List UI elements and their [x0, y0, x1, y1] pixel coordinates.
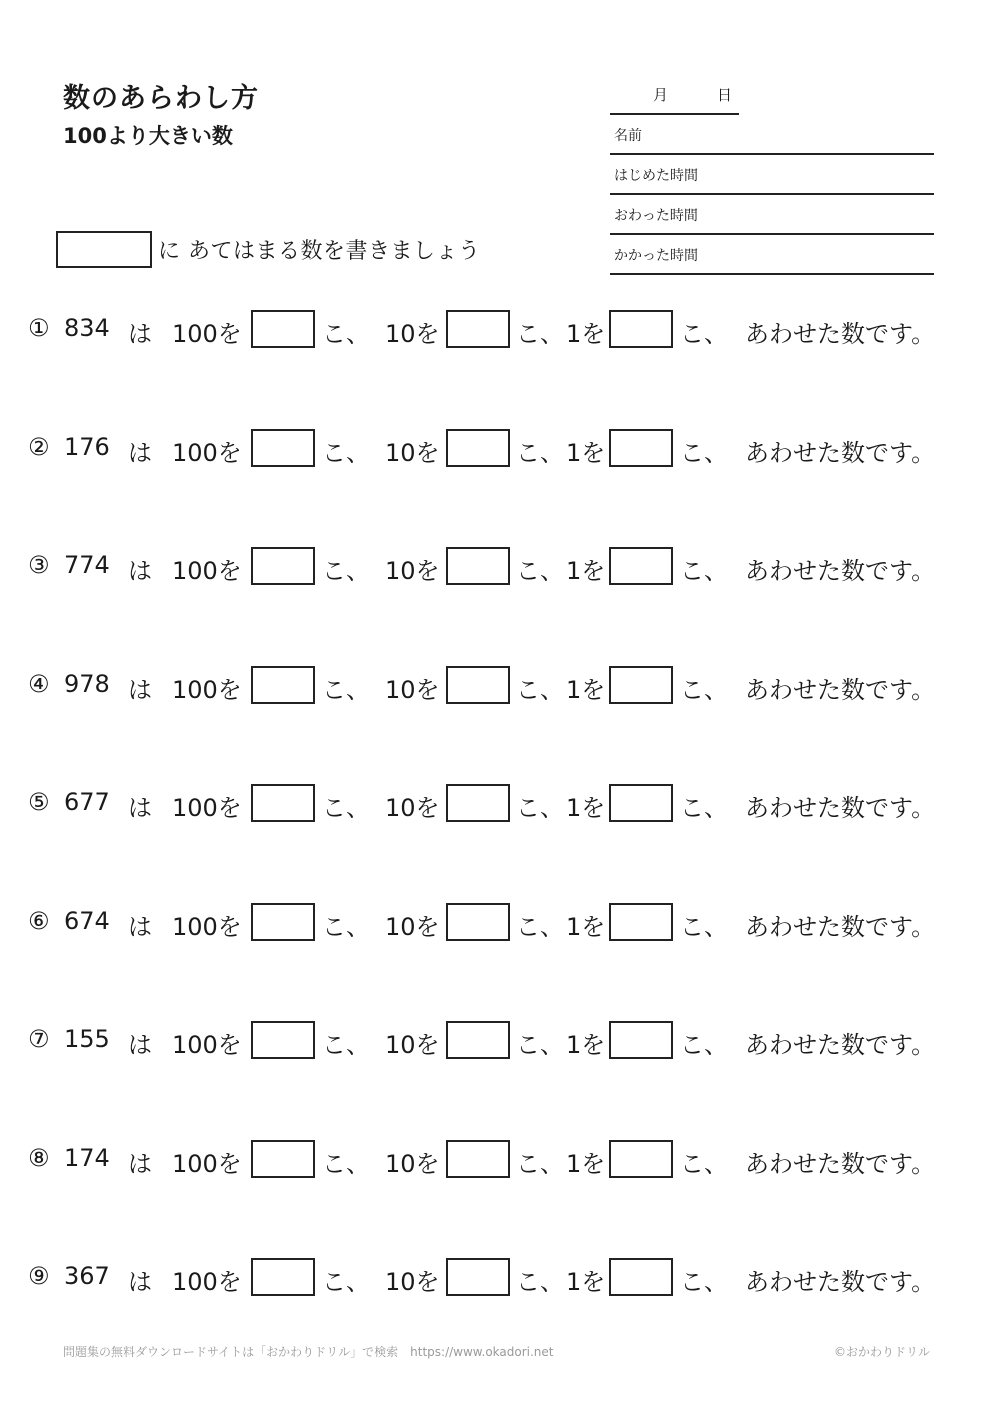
- problem-text: 100を: [172, 1268, 242, 1296]
- problem-text: こ、: [680, 1150, 728, 1178]
- problem-text: こ、: [516, 439, 564, 467]
- problem-text: あわせた数です。: [745, 676, 936, 704]
- problem-number: ⑧: [28, 1144, 50, 1172]
- problem-text: 1を: [566, 1031, 606, 1059]
- problem-text: は: [128, 1268, 152, 1296]
- hundreds-answer-box[interactable]: [251, 429, 315, 467]
- ones-answer-box[interactable]: [609, 1140, 673, 1178]
- problem-text: あわせた数です。: [745, 1268, 936, 1296]
- hundreds-answer-box[interactable]: [251, 1021, 315, 1059]
- problem-row: [0, 666, 1000, 706]
- problem-text: 10を: [385, 439, 440, 467]
- hundreds-answer-box[interactable]: [251, 310, 315, 348]
- problem-text: 100を: [172, 1150, 242, 1178]
- problem-row: [0, 310, 1000, 350]
- problem-text: こ、: [322, 1150, 370, 1178]
- problem-text: こ、: [516, 1031, 564, 1059]
- problem-text: は: [128, 1150, 152, 1178]
- problem-value: 176: [64, 433, 110, 461]
- tens-answer-box[interactable]: [446, 429, 510, 467]
- problem-row: [0, 429, 1000, 469]
- problem-text: こ、: [516, 320, 564, 348]
- problem-text: 100を: [172, 913, 242, 941]
- problem-text: 100を: [172, 794, 242, 822]
- month-label: 月: [653, 86, 669, 104]
- instruction: [56, 231, 481, 268]
- tens-answer-box[interactable]: [446, 310, 510, 348]
- problem-text: 100を: [172, 1031, 242, 1059]
- end-time-label: おわった時間: [614, 208, 698, 224]
- start-time-field[interactable]: [610, 155, 934, 195]
- problem-value: 155: [64, 1025, 110, 1053]
- footer-copyright: ©おかわりドリル: [833, 1345, 930, 1359]
- problem-text: こ、: [322, 913, 370, 941]
- problem-text: 100を: [172, 320, 242, 348]
- problem-text: あわせた数です。: [745, 1150, 936, 1178]
- problem-text: あわせた数です。: [745, 320, 936, 348]
- problem-row: [0, 1021, 1000, 1061]
- problem-row: [0, 1140, 1000, 1180]
- problem-text: こ、: [680, 794, 728, 822]
- problem-row: [0, 903, 1000, 943]
- problem-text: こ、: [680, 1268, 728, 1296]
- worksheet-subtitle: 100より大きい数: [63, 124, 233, 148]
- problem-value: 978: [64, 670, 110, 698]
- problem-value: 834: [64, 314, 110, 342]
- tens-answer-box[interactable]: [446, 1021, 510, 1059]
- problem-number: ①: [28, 314, 50, 342]
- problem-text: こ、: [516, 1268, 564, 1296]
- problem-text: 10を: [385, 320, 440, 348]
- start-time-label: はじめた時間: [614, 168, 698, 184]
- problem-text: こ、: [322, 320, 370, 348]
- problem-row: [0, 1258, 1000, 1298]
- hundreds-answer-box[interactable]: [251, 666, 315, 704]
- problem-text: 10を: [385, 1031, 440, 1059]
- footer-site-note: 問題集の無料ダウンロードサイトは「おかわりドリル」で検索 https://www.okadori.net: [63, 1345, 554, 1359]
- end-time-field[interactable]: [610, 195, 934, 235]
- hundreds-answer-box[interactable]: [251, 1140, 315, 1178]
- problem-text: 10を: [385, 676, 440, 704]
- student-info-panel: [610, 78, 934, 275]
- problem-text: あわせた数です。: [745, 439, 936, 467]
- problem-value: 674: [64, 907, 110, 935]
- elapsed-time-label: かかった時間: [614, 248, 698, 264]
- problem-value: 677: [64, 788, 110, 816]
- problem-number: ⑤: [28, 788, 50, 816]
- problem-text: あわせた数です。: [745, 794, 936, 822]
- problem-text: こ、: [322, 794, 370, 822]
- tens-answer-box[interactable]: [446, 1258, 510, 1296]
- problem-text: あわせた数です。: [745, 1031, 936, 1059]
- problem-text: こ、: [680, 1031, 728, 1059]
- problem-text: は: [128, 794, 152, 822]
- problem-number: ⑦: [28, 1025, 50, 1053]
- problem-text: 10を: [385, 1268, 440, 1296]
- problem-number: ②: [28, 433, 50, 461]
- tens-answer-box[interactable]: [446, 784, 510, 822]
- worksheet-title: 数のあらわし方: [63, 83, 259, 114]
- problem-value: 174: [64, 1144, 110, 1172]
- problem-text: 10を: [385, 557, 440, 585]
- elapsed-time-field[interactable]: [610, 235, 934, 275]
- problem-text: は: [128, 676, 152, 704]
- problem-text: こ、: [516, 1150, 564, 1178]
- problem-text: こ、: [680, 439, 728, 467]
- problem-text: こ、: [516, 676, 564, 704]
- day-label: 日: [717, 86, 733, 104]
- instruction-text: に あてはまる数を書きましょう: [158, 239, 481, 264]
- problem-text: こ、: [680, 320, 728, 348]
- problem-text: あわせた数です。: [745, 913, 936, 941]
- problem-text: 1を: [566, 1268, 606, 1296]
- problem-text: 10を: [385, 913, 440, 941]
- problem-value: 774: [64, 551, 110, 579]
- problem-text: は: [128, 557, 152, 585]
- problem-text: 100を: [172, 557, 242, 585]
- ones-answer-box[interactable]: [609, 310, 673, 348]
- problem-text: 1を: [566, 439, 606, 467]
- ones-answer-box[interactable]: [609, 666, 673, 704]
- problem-text: こ、: [680, 913, 728, 941]
- ones-answer-box[interactable]: [609, 1258, 673, 1296]
- problem-text: 1を: [566, 320, 606, 348]
- date-field[interactable]: [610, 78, 739, 115]
- problem-text: 1を: [566, 557, 606, 585]
- problem-text: 100を: [172, 676, 242, 704]
- ones-answer-box[interactable]: [609, 429, 673, 467]
- problem-number: ④: [28, 670, 50, 698]
- problem-text: 1を: [566, 676, 606, 704]
- ones-answer-box[interactable]: [609, 547, 673, 585]
- tens-answer-box[interactable]: [446, 666, 510, 704]
- problem-text: 1を: [566, 794, 606, 822]
- problem-text: こ、: [516, 794, 564, 822]
- sample-answer-box: [56, 231, 152, 268]
- name-label: 名前: [614, 128, 642, 144]
- problem-text: こ、: [322, 676, 370, 704]
- problem-row: [0, 784, 1000, 824]
- problem-text: 1を: [566, 913, 606, 941]
- hundreds-answer-box[interactable]: [251, 1258, 315, 1296]
- problem-text: 10を: [385, 794, 440, 822]
- ones-answer-box[interactable]: [609, 903, 673, 941]
- problem-text: は: [128, 320, 152, 348]
- problem-row: [0, 547, 1000, 587]
- problem-text: 1を: [566, 1150, 606, 1178]
- problem-text: こ、: [516, 913, 564, 941]
- ones-answer-box[interactable]: [609, 784, 673, 822]
- problem-text: こ、: [680, 676, 728, 704]
- problem-text: こ、: [680, 557, 728, 585]
- hundreds-answer-box[interactable]: [251, 903, 315, 941]
- tens-answer-box[interactable]: [446, 547, 510, 585]
- problem-text: は: [128, 913, 152, 941]
- problem-text: 10を: [385, 1150, 440, 1178]
- name-field[interactable]: [610, 115, 934, 155]
- problem-text: こ、: [322, 1031, 370, 1059]
- problem-text: こ、: [516, 557, 564, 585]
- problem-text: こ、: [322, 557, 370, 585]
- problem-number: ⑨: [28, 1262, 50, 1290]
- problem-text: こ、: [322, 1268, 370, 1296]
- problem-text: こ、: [322, 439, 370, 467]
- ones-answer-box[interactable]: [609, 1021, 673, 1059]
- problem-text: は: [128, 1031, 152, 1059]
- problem-text: 100を: [172, 439, 242, 467]
- hundreds-answer-box[interactable]: [251, 784, 315, 822]
- problem-number: ⑥: [28, 907, 50, 935]
- tens-answer-box[interactable]: [446, 903, 510, 941]
- problem-text: あわせた数です。: [745, 557, 936, 585]
- problem-number: ③: [28, 551, 50, 579]
- problem-text: は: [128, 439, 152, 467]
- hundreds-answer-box[interactable]: [251, 547, 315, 585]
- tens-answer-box[interactable]: [446, 1140, 510, 1178]
- problem-value: 367: [64, 1262, 110, 1290]
